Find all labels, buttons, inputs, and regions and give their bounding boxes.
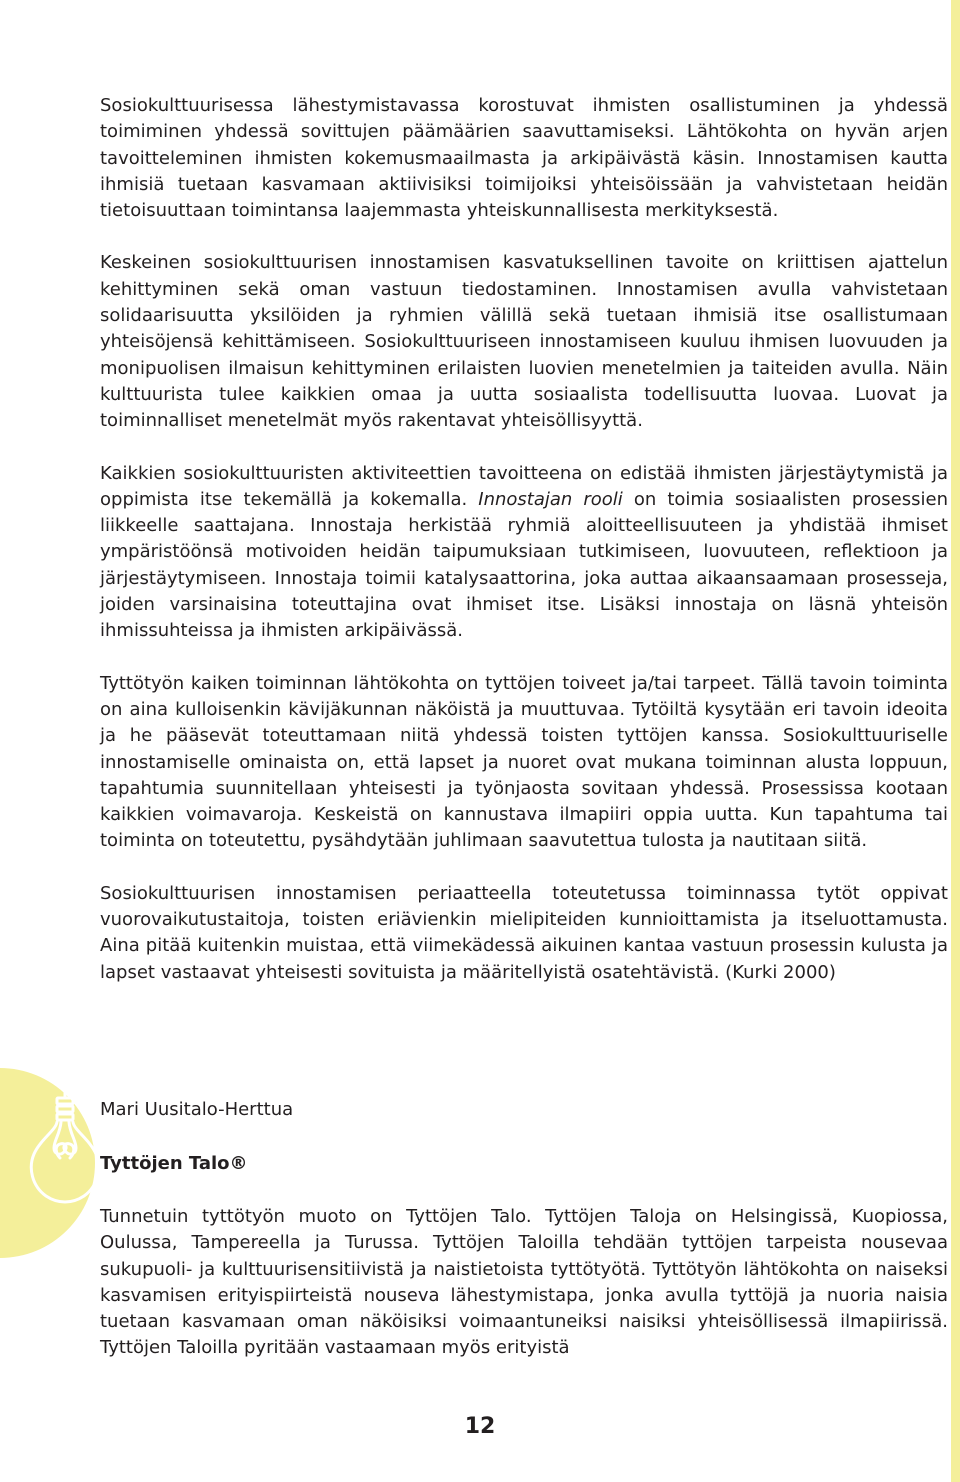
paragraph-3	[100, 461, 948, 645]
paragraph-4: Tyttötyön kaiken toiminnan lähtökohta on tyttöjen toiveet ja/tai tarpeet. Tällä tavoin toiminta on aina kulloisenkin kävijäkunnan näköistä ja muuttuvaa. Tytöiltä kysytään eri tavoin ideoita ja he pääsevät toteuttamaan niitä yhdessä toisten tyttöjen kanssa. Sosiokulttuuriselle innostamiselle ominaista on, että lapset ja nuoret ovat mukana toiminnan alusta loppuun, tapahtumia suunnitellaan yhteisesti ja työnjaosta sovitaan yhdessä. Prosessissa kootaan kaikkien voimavaroja. Keskeistä on kannustava ilmapiiri oppia uutta. Kun tapahtuma tai toiminta on toteutettu, pysähdytään juhlimaan saavutettua tulosta ja nautitaan siitä.	[100, 672, 948, 852]
paragraph-1: Sosiokulttuurisessa lähestymistavassa korostuvat ihmisten osallistuminen ja yhdessä toimiminen yhdessä sovittujen päämäärien saavuttamiseksi. Lähtökohta on hyvän arjen tavoitteleminen ihmisten kokemusmaailmasta ja arkipäivästä käsin. Innostamisen kautta ihmisiä tuetaan kasvamaan aktiivisiksi toimijoiksi yhteisöissään ja vahvistetaan heidän tietoisuuttaan toimintansa laajemmasta yhteiskunnallisesta merkityksestä.	[100, 95, 948, 222]
article-body: Tunnetuin tyttötyön muoto on Tyttöjen Talo. Tyttöjen Taloja on Helsingissä, Kuopiossa, Oulussa, Tampereella ja Turussa. Tyttöjen Taloilla tehdään tyttöjen tarpeista nousevaa sukupuoli- ja kulttuurisensitiivistä ja naistietoista tyttötyötä. Tyttötyön lähtökohta on naiseksi kasvamisen erityispiirteistä nouseva lähestymistapa, jonka avulla tyttöjä ja nuoria naisia tuetaan kasvamaan oman näköisiksi voimaantuneiksi naisiksi yhteisöllisessä ilmapiirissä. Tyttöjen Taloilla pyritään vastaamaan myös erityistä	[100, 1206, 948, 1359]
main-text	[100, 93, 948, 1012]
paragraph-3-end: on toimia sosiaalisten prosessien liikkeelle saattajana. Innostaja herkistää ryhmiä aloitteellisuuteen ja yhdistää ihmiset ympäristöönsä motivoiden heidän taipumuksiaan tutkimiseen, luovuuteen, reflektioon ja järjestäytymiseen. Innostaja toimii katalysaattorina, joka auttaa aikaansaamaan prosesseja, joiden varsinaisina toteuttajina ovat ihmiset itse. Lisäksi innostaja on läsnä yhteisön ihmissuhteissa ja ihmisten arkipäivässä.	[100, 488, 948, 642]
article-title: Tyttöjen Talo®	[100, 1153, 248, 1174]
page-edge-bar	[951, 0, 960, 1482]
lightbulb-icon	[10, 1068, 110, 1248]
paragraph-3-start: Kaikkien sosiokulttuuristen aktiviteettien tavoitteena on edistää ihmisten järjestäytymistä ja oppimista itse tekemällä ja kokemalla.	[100, 462, 948, 510]
article-author: Mari Uusitalo-Herttua	[100, 1099, 294, 1120]
paragraph-3-emphasis: Innostajan rooli	[478, 488, 623, 510]
paragraph-5: Sosiokulttuurisen innostamisen periaatteella toteutetussa toiminnassa tytöt oppivat vuorovaikutustaitoja, toisten eriävienkin mielipiteiden kunnioittamista ja itseluottamusta. Aina pitää kuitenkin muistaa, että viimekädessä aikuinen kantaa vastuun prosessin kulusta ja lapset vastaavat yhteisesti sovituista ja määritellyistä osatehtävistä. (Kurki 2000)	[100, 882, 948, 983]
page-number: 12	[464, 1414, 496, 1439]
paragraph-2: Keskeinen sosiokulttuurisen innostamisen kasvatuksellinen tavoite on kriittisen ajattelun kehittyminen sekä oman vastuun tiedostaminen. Innostamisen avulla vahvistetaan solidaarisuutta yksilöiden ja ryhmien välillä sekä tuetaan ihmisiä itse osallistumaan yhteisöjensä kehittämiseen. Sosiokulttuuriseen innostamiseen kuuluu ihmisen luovuuden ja monipuolisen ilmaisun kehittyminen erilaisten luovien menetelmien ja taiteiden avulla. Näin kulttuurista tulee kaikkien omaa ja uutta sosiaalista todellisuutta luovaa. Luovat ja toiminnalliset menetelmät myös rakentavat yhteisöllisyyttä.	[100, 252, 948, 432]
